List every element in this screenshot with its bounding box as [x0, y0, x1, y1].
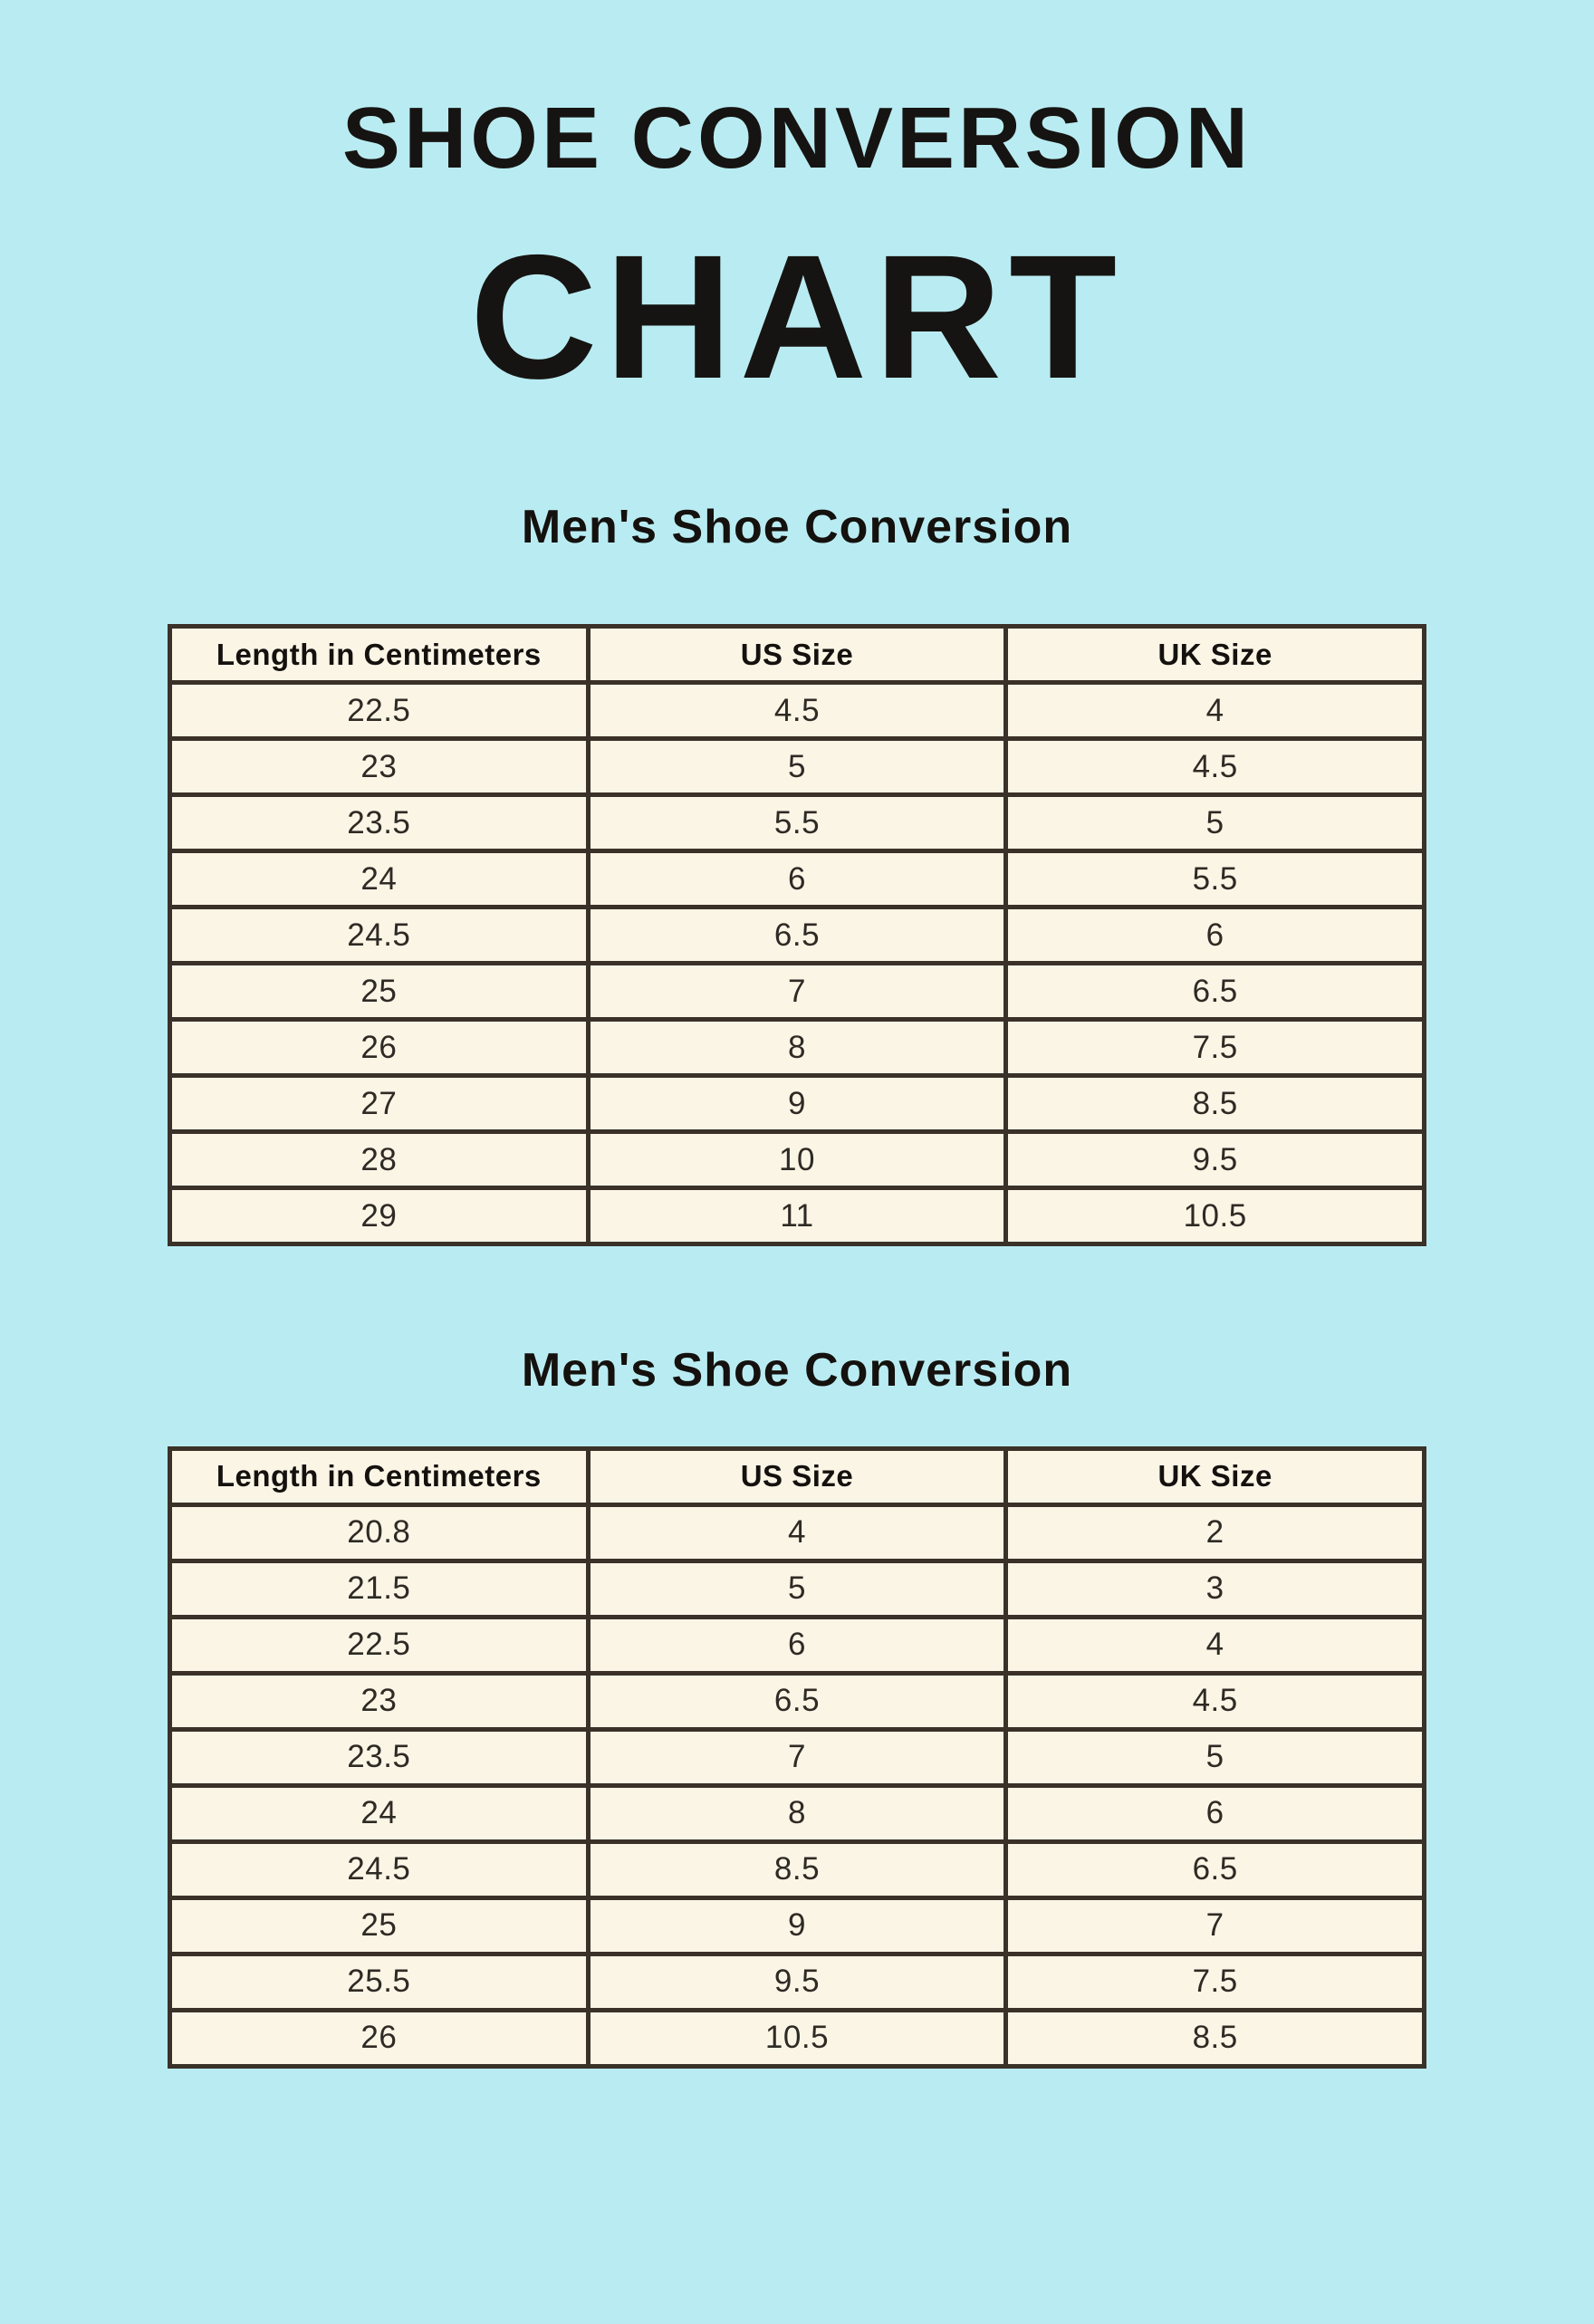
table-cell: 25: [170, 964, 589, 1020]
table-cell: 6.5: [588, 1673, 1006, 1729]
table-row: [170, 739, 1425, 795]
table-row: [170, 795, 1425, 851]
table-row: [170, 1617, 1425, 1673]
table-cell: 25: [170, 1897, 589, 1954]
table-cell: 24: [170, 851, 589, 908]
section-heading-2: Men's Shoe Conversion: [521, 1344, 1073, 1397]
table-cell: 4.5: [1006, 739, 1425, 795]
table-cell: 2: [1006, 1504, 1425, 1561]
column-header: US Size: [588, 627, 1006, 683]
table-row: [170, 2010, 1425, 2066]
table-cell: 8: [588, 1785, 1006, 1841]
table-cell: 10.5: [588, 2010, 1006, 2066]
table-cell: 23: [170, 739, 589, 795]
table-cell: 9.5: [588, 1954, 1006, 2010]
table-cell: 26: [170, 1020, 589, 1076]
table-cell: 8.5: [1006, 2010, 1425, 2066]
table-cell: 6: [588, 1617, 1006, 1673]
section-mens-conversion-2: [0, 1342, 1594, 2068]
table-row: [170, 964, 1425, 1020]
column-header: UK Size: [1006, 1448, 1425, 1504]
page-header: [0, 90, 1594, 416]
table-row: [170, 1897, 1425, 1954]
mens-conversion-table-2: [168, 1446, 1426, 2069]
table-cell: 7: [1006, 1897, 1425, 1954]
table-cell: 8: [588, 1020, 1006, 1076]
table-cell: 4: [588, 1504, 1006, 1561]
table-cell: 5: [1006, 1729, 1425, 1785]
table-row: [170, 1673, 1425, 1729]
table-cell: 6.5: [1006, 964, 1425, 1020]
table-cell: 7.5: [1006, 1954, 1425, 2010]
table-cell: 4.5: [1006, 1673, 1425, 1729]
table-row: [170, 1954, 1425, 2010]
table-cell: 4: [1006, 1617, 1425, 1673]
table-row: [170, 908, 1425, 964]
table-row: [170, 1132, 1425, 1188]
table-cell: 6.5: [1006, 1841, 1425, 1897]
table-cell: 25.5: [170, 1954, 589, 2010]
table-cell: 20.8: [170, 1504, 589, 1561]
table-cell: 6: [588, 851, 1006, 908]
table-cell: 6.5: [588, 908, 1006, 964]
section-heading-1: Men's Shoe Conversion: [521, 501, 1073, 553]
table-cell: 6: [1006, 908, 1425, 964]
table-cell: 7.5: [1006, 1020, 1425, 1076]
table-cell: 9: [588, 1897, 1006, 1954]
page-title-line2: CHART: [469, 218, 1125, 416]
table-row: [170, 1188, 1425, 1244]
table-head: [170, 627, 1425, 683]
table-cell: 24: [170, 1785, 589, 1841]
header-row: [170, 1448, 1425, 1504]
table-row: [170, 1729, 1425, 1785]
table-cell: 21.5: [170, 1561, 589, 1617]
table-row: [170, 683, 1425, 739]
table-row: [170, 1841, 1425, 1897]
mens-conversion-table-1: [168, 624, 1426, 1246]
column-header: Length in Centimeters: [170, 627, 589, 683]
table-cell: 7: [588, 1729, 1006, 1785]
table-row: [170, 1785, 1425, 1841]
table-cell: 9.5: [1006, 1132, 1425, 1188]
table-head: [170, 1448, 1425, 1504]
table-cell: 22.5: [170, 683, 589, 739]
table-cell: 9: [588, 1076, 1006, 1132]
table-row: [170, 1020, 1425, 1076]
table-row: [170, 1504, 1425, 1561]
table-cell: 11: [588, 1188, 1006, 1244]
page: [0, 90, 1594, 2324]
table-cell: 4: [1006, 683, 1425, 739]
table-cell: 26: [170, 2010, 589, 2066]
table-cell: 8.5: [1006, 1076, 1425, 1132]
column-header: US Size: [588, 1448, 1006, 1504]
table-cell: 22.5: [170, 1617, 589, 1673]
section-mens-conversion-1: [0, 499, 1594, 1246]
table-cell: 4.5: [588, 683, 1006, 739]
table-cell: 5: [1006, 795, 1425, 851]
table-cell: 23.5: [170, 795, 589, 851]
table-cell: 27: [170, 1076, 589, 1132]
column-header: Length in Centimeters: [170, 1448, 589, 1504]
table-cell: 5: [588, 739, 1006, 795]
table-body: [170, 683, 1425, 1244]
table-cell: 5: [588, 1561, 1006, 1617]
table-cell: 5.5: [1006, 851, 1425, 908]
table-cell: 28: [170, 1132, 589, 1188]
table-cell: 23: [170, 1673, 589, 1729]
table-row: [170, 1561, 1425, 1617]
table-cell: 7: [588, 964, 1006, 1020]
page-title-line1: SHOE CONVERSION: [341, 90, 1253, 187]
table-cell: 24.5: [170, 908, 589, 964]
table-row: [170, 1076, 1425, 1132]
table-body: [170, 1504, 1425, 2066]
table-cell: 5.5: [588, 795, 1006, 851]
table-cell: 10.5: [1006, 1188, 1425, 1244]
table-cell: 29: [170, 1188, 589, 1244]
table-cell: 23.5: [170, 1729, 589, 1785]
header-row: [170, 627, 1425, 683]
table-cell: 6: [1006, 1785, 1425, 1841]
table-cell: 8.5: [588, 1841, 1006, 1897]
table-row: [170, 851, 1425, 908]
table-cell: 3: [1006, 1561, 1425, 1617]
table-cell: 10: [588, 1132, 1006, 1188]
table-cell: 24.5: [170, 1841, 589, 1897]
column-header: UK Size: [1006, 627, 1425, 683]
